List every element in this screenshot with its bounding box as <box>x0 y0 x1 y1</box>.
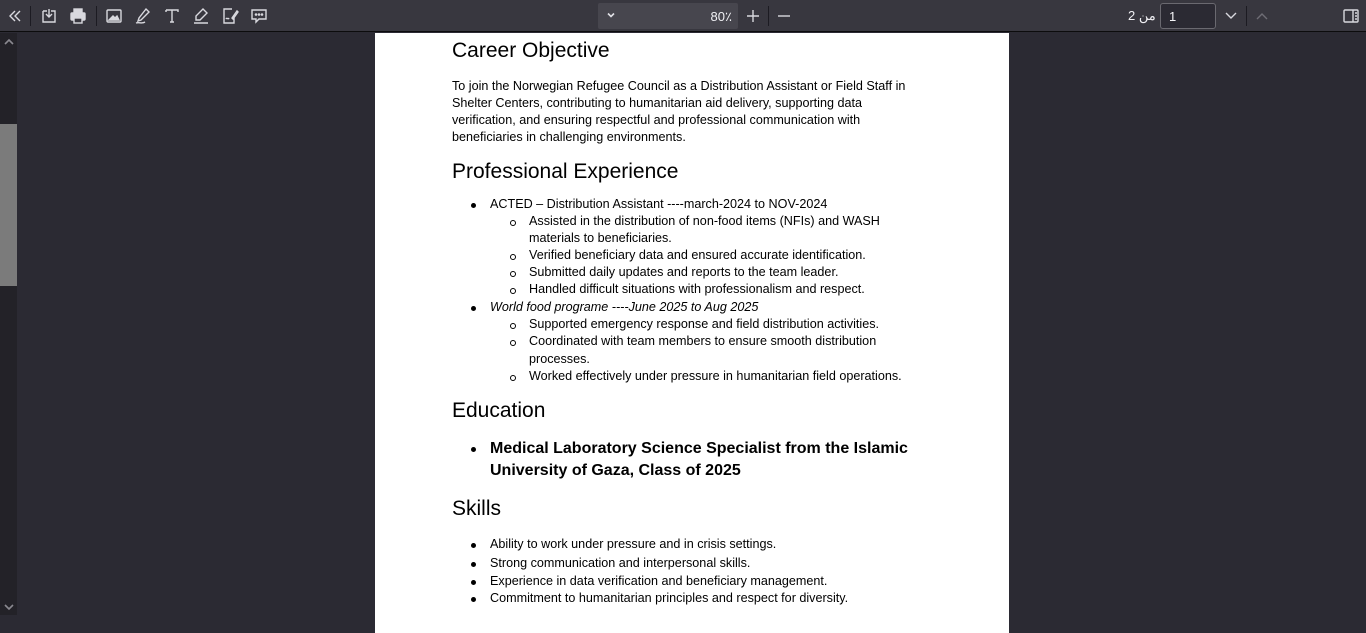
toolbar-divider <box>30 6 31 26</box>
job-duty: Worked effectively under pressure in humanitarian field operations. <box>529 369 902 383</box>
text-line: To join the Norwegian Refugee Council as a Distribution Assistant or Field Staff in <box>452 79 906 93</box>
pdf-toolbar <box>0 0 1366 32</box>
bullet-icon <box>471 580 476 585</box>
add-text-button[interactable] <box>160 4 184 28</box>
job-duty: Coordinated with team members to ensure smooth distribution <box>529 334 877 348</box>
text-line: Shelter Centers, contributing to humanitarian aid delivery, supporting data <box>452 96 862 110</box>
collapse-sidebar-button[interactable] <box>3 4 27 28</box>
toolbar-divider <box>96 6 97 26</box>
draw-button[interactable] <box>131 4 155 28</box>
zoom-select[interactable] <box>598 3 738 29</box>
section-heading-skills: Skills <box>452 497 502 520</box>
bullet-icon <box>471 447 476 452</box>
job-duty: Supported emergency response and field distribution activities. <box>529 317 880 331</box>
sidebar-scrollbar[interactable] <box>0 33 17 615</box>
hollow-bullet-icon <box>510 271 516 277</box>
skill-item: Strong communication and interpersonal skills. <box>490 556 751 570</box>
signature-button[interactable] <box>218 4 242 28</box>
hollow-bullet-icon <box>510 254 516 260</box>
job-title: ACTED – Distribution Assistant ----march-2024 to NOV-2024 <box>490 197 828 211</box>
scroll-up-button[interactable] <box>0 33 17 50</box>
plus-icon <box>744 7 762 25</box>
career-objective-text <box>452 78 932 146</box>
bullet-icon <box>471 597 476 602</box>
bullet-icon <box>471 203 476 208</box>
job-title: World food programe ----June 2025 to Aug 2025 <box>490 300 759 314</box>
next-page-button[interactable] <box>1219 4 1243 28</box>
print-icon <box>69 7 87 25</box>
skill-item: Ability to work under pressure and in crisis settings. <box>490 537 777 551</box>
highlight-button[interactable] <box>189 4 213 28</box>
save-download-icon <box>40 7 58 25</box>
text-icon <box>163 7 181 25</box>
job-duty: Submitted daily updates and reports to the team leader. <box>529 265 839 279</box>
hollow-bullet-icon <box>510 375 516 381</box>
page-number-input[interactable] <box>1160 3 1216 29</box>
skill-item: Experience in data verification and beneficiary management. <box>490 574 828 588</box>
save-button[interactable] <box>37 4 61 28</box>
chevron-up-icon <box>1253 7 1271 25</box>
scrollbar-thumb[interactable] <box>0 124 17 286</box>
comment-button[interactable] <box>247 4 271 28</box>
hollow-bullet-icon <box>510 323 516 329</box>
zoom-in-button[interactable] <box>741 4 765 28</box>
scroll-down-button[interactable] <box>0 598 17 615</box>
comment-icon <box>250 7 268 25</box>
print-button[interactable] <box>66 4 90 28</box>
bullet-icon <box>471 562 476 567</box>
zoom-value: 80٪ <box>710 9 732 24</box>
add-image-button[interactable] <box>102 4 126 28</box>
previous-page-button[interactable] <box>1250 4 1274 28</box>
zoom-out-button[interactable] <box>772 4 796 28</box>
section-heading-career-objective: Career Objective <box>452 39 610 62</box>
job-duty: Verified beneficiary data and ensured accurate identification. <box>529 248 866 262</box>
chevron-down-icon <box>1222 7 1240 25</box>
chevron-down-icon <box>4 603 14 611</box>
section-heading-experience: Professional Experience <box>452 160 679 183</box>
chevron-up-icon <box>4 38 14 46</box>
education-entry <box>490 438 910 482</box>
minus-icon <box>775 7 793 25</box>
job-duty-continued: processes. <box>529 352 590 366</box>
text-line: University of Gaza, Class of 2025 <box>490 462 741 479</box>
double-chevron-left-icon <box>6 7 24 25</box>
toggle-sidebar-button[interactable] <box>1339 4 1363 28</box>
bullet-icon <box>471 306 476 311</box>
text-line: Medical Laboratory Science Specialist from the Islamic <box>490 440 908 457</box>
text-line: verification, and ensuring respectful and professional communication with <box>452 113 861 127</box>
page-count-label: من 2 <box>1128 8 1156 23</box>
job-duty-continued: materials to beneficiaries. <box>529 231 672 245</box>
text-line: beneficiaries in challenging environments. <box>452 130 686 144</box>
toolbar-divider <box>1246 6 1247 26</box>
toolbar-divider <box>768 6 769 26</box>
highlighter-icon <box>192 7 210 25</box>
skill-item: Commitment to humanitarian principles and respect for diversity. <box>490 591 849 605</box>
signature-icon <box>221 7 239 25</box>
bullet-icon <box>471 543 476 548</box>
job-duty: Assisted in the distribution of non-food items (NFIs) and WASH <box>529 214 880 228</box>
pencil-icon <box>134 7 152 25</box>
sidebar-panel-icon <box>1342 7 1360 25</box>
hollow-bullet-icon <box>510 288 516 294</box>
add-image-icon <box>105 7 123 25</box>
hollow-bullet-icon <box>510 340 516 346</box>
section-heading-education: Education <box>452 399 546 422</box>
hollow-bullet-icon <box>510 220 516 226</box>
job-duty: Handled difficult situations with professionalism and respect. <box>529 282 865 296</box>
chevron-down-icon <box>605 8 619 22</box>
pdf-page <box>375 33 1009 633</box>
